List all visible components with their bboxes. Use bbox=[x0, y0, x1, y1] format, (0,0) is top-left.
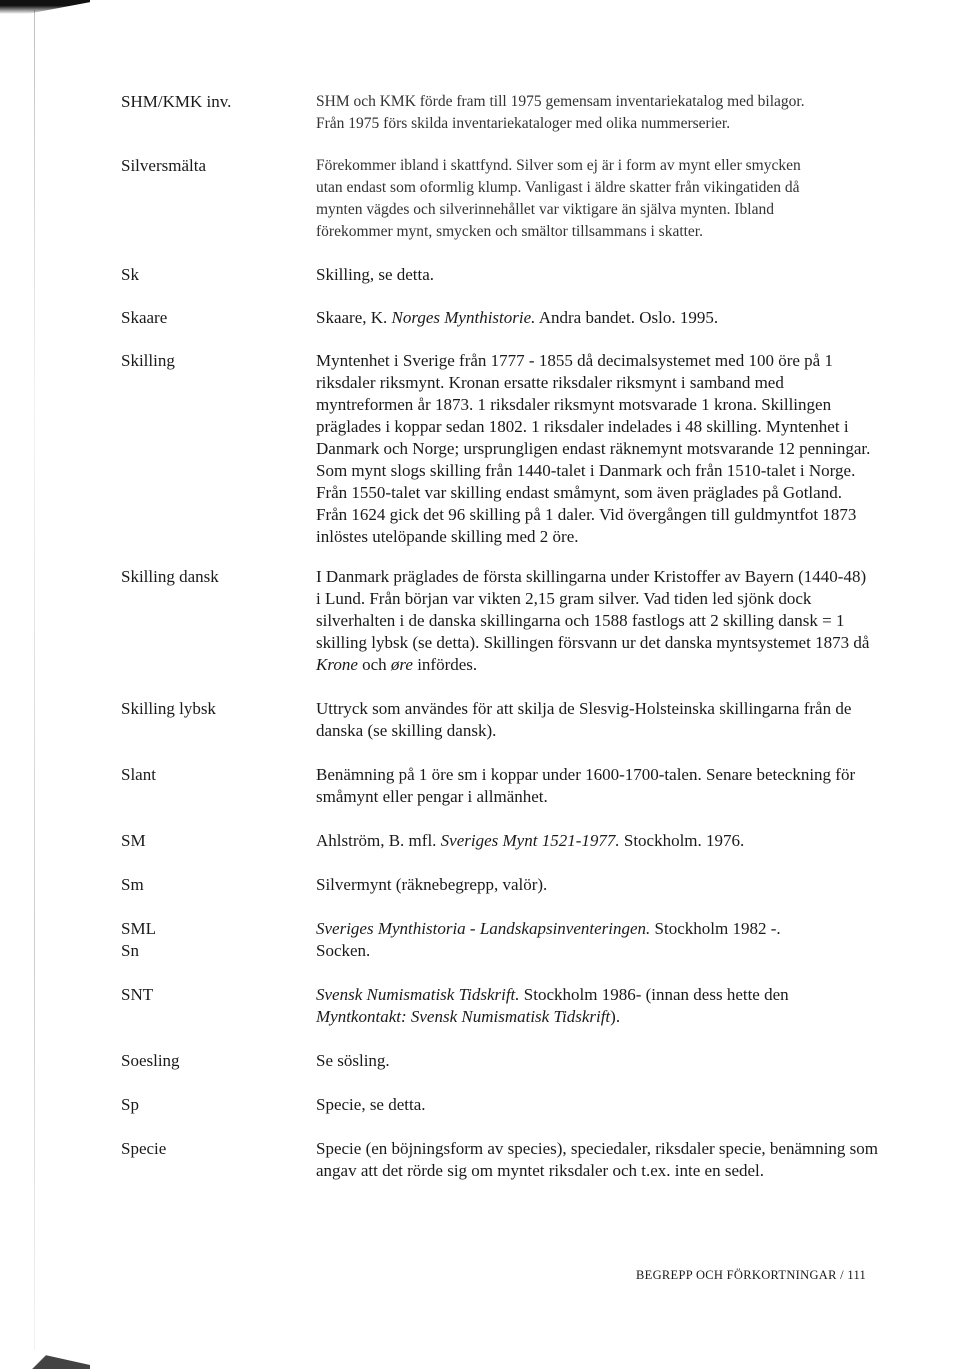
definition-line: Myntenhet i Sverige från 1777 - 1855 då decimalsystemet med 100 öre på 1 bbox=[316, 351, 833, 370]
entry-term: Slant bbox=[121, 765, 156, 784]
italic-term: øre bbox=[390, 655, 413, 674]
entry-definition bbox=[316, 566, 886, 676]
entry-term: SM bbox=[121, 831, 146, 850]
entry-definition bbox=[316, 350, 886, 548]
entry-definition bbox=[316, 764, 886, 808]
citation-author: Ahlström, B. mfl. bbox=[316, 831, 441, 850]
entry-term: Skilling bbox=[121, 351, 175, 370]
entry-definition bbox=[316, 918, 886, 940]
definition-line: Från 1550-talet var skilling endast småmynt, som även präglades på Gotland. bbox=[316, 483, 842, 502]
definition-line: präglades i koppar sedan 1802. 1 riksdaler indelades i 48 skilling. Myntenhet i bbox=[316, 417, 849, 436]
entry-term: Sk bbox=[121, 265, 139, 284]
definition-line: skilling lybsk (se detta). Skillingen försvann ur det danska myntsystemet 1873 då bbox=[316, 633, 870, 652]
entry-term: SNT bbox=[121, 985, 154, 1004]
definition-line: myntreformen år 1873. 1 riksdaler riksmynt motsvarade 1 krona. Skillingen bbox=[316, 395, 832, 414]
entry-term: Sp bbox=[121, 1095, 139, 1114]
italic-term: Krone bbox=[316, 655, 358, 674]
citation-author: Skaare, K. bbox=[316, 308, 392, 327]
entry-term: Sm bbox=[121, 875, 144, 894]
entry-definition: Specie, se detta. bbox=[316, 1095, 426, 1114]
definition-line: Danmark och Norge; ursprungligen endast räknemynt motsvarande 12 penningar. bbox=[316, 439, 871, 458]
entry-definition bbox=[316, 984, 886, 1028]
definition-line: Specie (en böjningsform av species), speciedaler, riksdaler specie, benämning som bbox=[316, 1139, 879, 1158]
definition-line bbox=[316, 984, 886, 1006]
entry-definition bbox=[316, 155, 886, 243]
entry-definition: Skilling, se detta. bbox=[316, 265, 435, 284]
citation-title: Myntkontakt: Svensk Numismatisk Tidskrift bbox=[316, 1007, 611, 1026]
definition-line: Uttryck som användes för att skilja de Slesvig-Holsteinska skillingarna från de bbox=[316, 699, 852, 718]
entry-term: Skaare bbox=[121, 308, 168, 327]
entry-definition: Se sösling. bbox=[316, 1051, 390, 1070]
definition-line: riksdaler riksmynt. Kronan ersatte riksdaler riksmynt i samband med bbox=[316, 373, 784, 392]
entry-term: Specie bbox=[121, 1139, 167, 1158]
definition-line: Från 1624 gick det 96 skilling på 1 daler. Vid övergången till guldmyntfot 1873 bbox=[316, 505, 857, 524]
definition-line: angav att det rörde sig om myntet riksdaler och t.ex. inte en sedel. bbox=[316, 1161, 765, 1180]
entry-definition: Socken. bbox=[316, 941, 371, 960]
entry-definition bbox=[316, 91, 886, 135]
citation-details: Andra bandet. Oslo. 1995. bbox=[535, 308, 719, 327]
scan-edge-bottom bbox=[0, 1329, 90, 1369]
definition-line: mynten vägdes och silverinnehållet var viktigare än själva mynten. Ibland bbox=[316, 201, 774, 218]
definition-line: silverhalten i de danska skillingarna och 1588 fastlogs att 2 skilling dansk = 1 bbox=[316, 611, 845, 630]
citation-title: Sveriges Mynt 1521-1977. bbox=[440, 831, 620, 850]
entry-term: Soesling bbox=[121, 1051, 180, 1070]
entry-definition bbox=[316, 830, 886, 852]
definition-line: förekommer mynt, smycken och smältor tillsammans i skatter. bbox=[316, 223, 703, 240]
entry-term: Sn bbox=[121, 941, 139, 960]
entry-term: SML bbox=[121, 919, 156, 938]
entry-term: Skilling lybsk bbox=[121, 699, 216, 718]
definition-line bbox=[316, 1006, 886, 1028]
definition-line: Förekommer ibland i skattfynd. Silver som ej är i form av mynt eller smycken bbox=[316, 157, 801, 174]
definition-line: utan endast som oformlig klump. Vanligast i äldre skatter från vikingatiden då bbox=[316, 179, 800, 196]
definition-line: inlöstes utelöpande skilling med 2 öre. bbox=[316, 527, 579, 546]
definition-line: Från 1975 förs skilda inventariekataloger med olika nummerserier. bbox=[316, 115, 731, 132]
page-footer: BEGREPP OCH FÖRKORTNINGAR / 111 bbox=[636, 1268, 867, 1282]
scan-edge-top bbox=[0, 0, 90, 14]
entry-term: SHM/KMK inv. bbox=[121, 92, 232, 111]
citation-title: Sveriges Mynthistoria - Landskapsinventeringen. bbox=[316, 919, 651, 938]
entry-term: Silversmälta bbox=[121, 156, 206, 175]
citation-details: Stockholm 1982 -. bbox=[650, 919, 781, 938]
entry-definition bbox=[316, 1138, 886, 1182]
entry-term: Skilling dansk bbox=[121, 567, 219, 586]
definition-line: i Lund. Från början var vikten 2,15 gram silver. Vad tiden led sjönk dock bbox=[316, 589, 812, 608]
scan-edge-left bbox=[34, 10, 35, 1350]
citation-details: Stockholm 1986- (innan dess hette den bbox=[519, 985, 789, 1004]
entry-definition bbox=[316, 307, 886, 329]
definition-text: och bbox=[357, 655, 391, 674]
definition-line bbox=[316, 654, 886, 676]
entry-definition bbox=[316, 698, 886, 742]
citation-details: Stockholm. 1976. bbox=[619, 831, 745, 850]
definition-line: I Danmark präglades de första skillingarna under Kristoffer av Bayern (1440-48) bbox=[316, 567, 867, 586]
definition-line: SHM och KMK förde fram till 1975 gemensam inventariekatalog med bilagor. bbox=[316, 93, 805, 110]
definition-line: danska (se skilling dansk). bbox=[316, 721, 497, 740]
definition-line: Som mynt slogs skilling från 1440-talet i Danmark och från 1510-talet i Norge. bbox=[316, 461, 856, 480]
citation-title: Norges Mynthistorie. bbox=[391, 308, 536, 327]
definition-line: Benämning på 1 öre sm i koppar under 1600-1700-talen. Senare beteckning för bbox=[316, 765, 856, 784]
definition-text: infördes. bbox=[412, 655, 478, 674]
citation-title: Svensk Numismatisk Tidskrift. bbox=[316, 985, 520, 1004]
entry-definition: Silvermynt (räknebegrepp, valör). bbox=[316, 875, 548, 894]
citation-details: ). bbox=[610, 1007, 621, 1026]
definition-line: småmynt eller pengar i allmänhet. bbox=[316, 787, 548, 806]
